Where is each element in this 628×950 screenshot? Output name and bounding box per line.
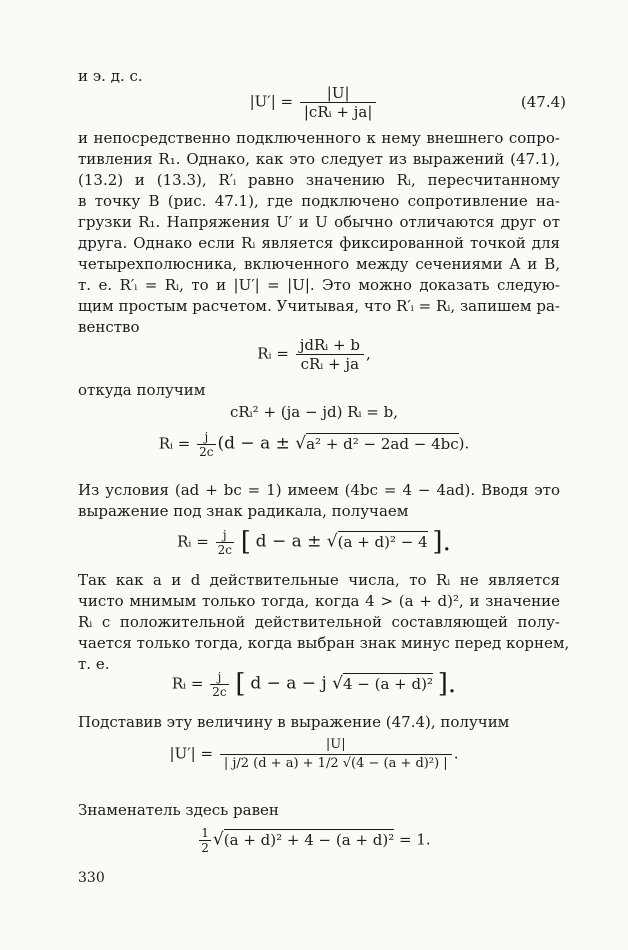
equation-number: (47.4) [520, 93, 566, 111]
text-line: тивления R₁. Однако, как это следует из выражений (47.1), [78, 150, 560, 168]
text-line: грузки R₁. Напряжения U′ и U обычно отличаются друг от [78, 213, 560, 231]
text-line: т. е. R′ᵢ = Rᵢ, то и |U′| = |U|. Это можно доказать следую- [78, 276, 560, 294]
equation-denominator: $\frac{1}{2}$ √(a + d)² + 4 − (a + d)² = 1. [201, 826, 431, 855]
fraction: $\frac{j}{2c}$ [199, 430, 214, 459]
equation-quadratic: cRᵢ² + (ja − jd) Rᵢ = b, [229, 403, 399, 421]
equation-root-3: Rᵢ = $\frac{j}{2c}$ [ d − a − j √4 − (a + d)² ]. [171, 669, 457, 699]
text-line: Подставив эту величину в выражение (47.4), получим [78, 713, 510, 731]
text-line: Знаменатель здесь равен [78, 801, 279, 819]
equation-root: Rᵢ = $\frac{j}{2c}$ (d − a ± √a² + d² − 2ad − 4bc). [158, 430, 470, 459]
text-line: Так как a и d действительные числа, то Rᵢ не является [78, 571, 560, 589]
equation-substituted: |U′| = $\frac{|U|}{\text{| j/2 (d + a) + 1/2 √(4 − (a + d)²) |}}$ . [169, 737, 459, 771]
fraction: $\frac{\text{jdRᵢ + b}}{\text{cRᵢ + ja}}$ [296, 336, 364, 373]
text-line: выражение под знак радикала, получаем [78, 502, 409, 520]
equation-root-2: Rᵢ = $\frac{j}{2c}$ [ d − a ± √(a + d)² − 4 ]. [177, 527, 451, 557]
fraction: $\frac{|U|}{\text{|cRᵢ + ja|}}$ [300, 84, 377, 121]
equation-ri: Rᵢ = $\frac{\text{jdRᵢ + b}}{\text{cRᵢ + ja}}$ , [257, 336, 371, 373]
text-line: щим простым расчетом. Учитывая, что R′ᵢ = Rᵢ, запишем ра- [78, 297, 560, 315]
fraction: $\frac{j}{2c}$ [217, 528, 232, 557]
text-line: Rᵢ с положительной действительной составляющей полу- [78, 613, 560, 631]
eq-lhs: Rᵢ = [257, 344, 289, 363]
text-line: венство [78, 318, 140, 336]
text-line: чисто мнимым только тогда, когда 4 > (a + d)², и значение [78, 592, 560, 610]
text-line: т. е. [78, 655, 110, 673]
text-line: в точку B (рис. 47.1), где подключено сопротивление на- [78, 192, 560, 210]
text-line: и э. д. с. [78, 67, 143, 85]
eq-lhs: |U′| = [249, 92, 294, 111]
page-number: 330 [78, 870, 105, 886]
fraction: $\frac{1}{2}$ [201, 826, 209, 855]
text-line: чается только тогда, когда выбран знак минус перед корнем, [78, 634, 570, 652]
text-line: откуда получим [78, 381, 206, 399]
text-line: друга. Однако если Rᵢ является фиксированной точкой для [78, 234, 560, 252]
text-line: Из условия (ad + bc = 1) имеем (4bc = 4 − 4ad). Вводя это [78, 481, 560, 499]
fraction: $\frac{|U|}{\text{| j/2 (d + a) + 1/2 √(4 − (a + d)²) |}}$ [220, 736, 452, 773]
fraction: $\frac{j}{2c}$ [212, 670, 227, 699]
text-line: четырехполюсника, включенного между сечениями A и B, [78, 255, 560, 273]
text-line: (13.2) и (13.3), R′ᵢ равно значению Rᵢ, пересчитанному [78, 171, 560, 189]
text-line: и непосредственно подключенного к нему внешнего сопро- [78, 129, 560, 147]
